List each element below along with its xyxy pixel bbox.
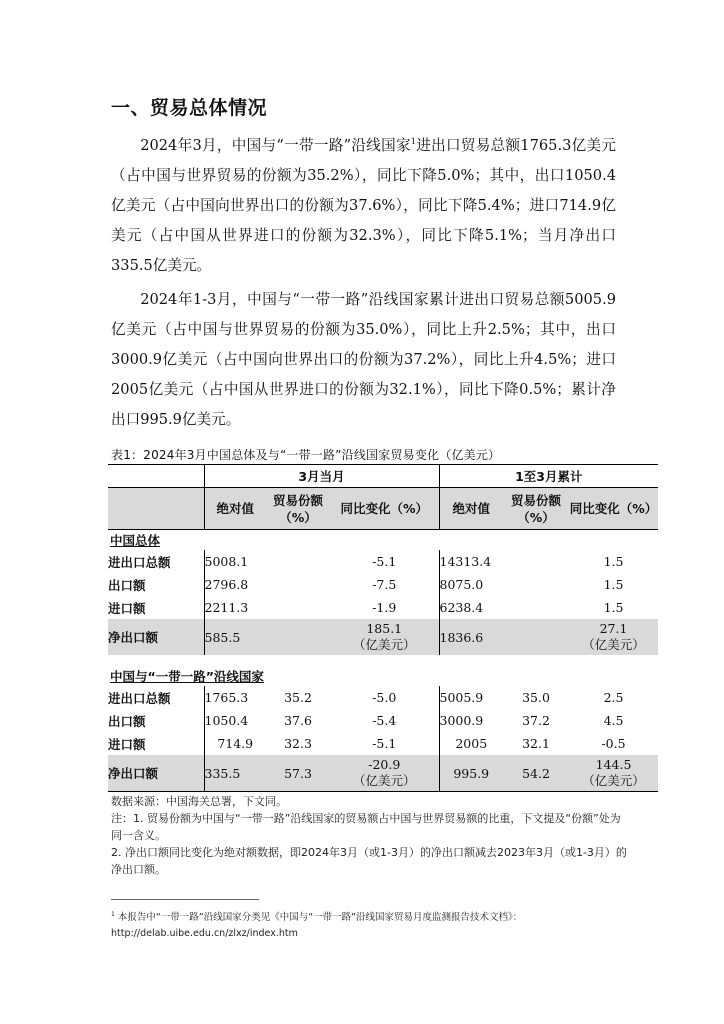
cell-q1-share: 54.2 (503, 755, 569, 792)
cell-march-share (266, 619, 330, 655)
row-label: 净出口额 (108, 755, 204, 792)
paragraph-march (111, 127, 616, 281)
row-label: 进出口总额 (108, 686, 204, 709)
header-march: 3月当月 (204, 465, 439, 488)
net-value: -20.9 (368, 757, 401, 772)
cell-march-abs: 1765.3 (204, 690, 249, 705)
table-row (108, 732, 658, 755)
table-row (108, 596, 658, 619)
group-label-bri: 中国与“一带一路”沿线国家 (110, 669, 264, 684)
net-value: 27.1 (599, 621, 628, 636)
cell-march-yoy: -5.1 (330, 550, 439, 573)
cell-q1-share: 32.1 (522, 736, 550, 751)
table-row-net (108, 755, 658, 792)
table-row (108, 709, 658, 732)
trade-table (108, 464, 658, 792)
paragraph-march-start: 2024年3月，中国与“一带一路”沿线国家 (140, 136, 411, 154)
cell-q1-abs: 8075.0 (439, 577, 484, 592)
data-source-note: 数据来源：中国海关总署，下文同。 (111, 795, 287, 808)
cell-march-yoy: -5.4 (330, 709, 439, 732)
net-unit: （亿美元） (582, 637, 645, 652)
cell-march-abs: 335.5 (204, 755, 266, 792)
cell-march-share: 32.3 (284, 736, 312, 751)
cell-q1-share: 35.0 (522, 690, 550, 705)
net-value: 185.1 (366, 621, 403, 636)
paragraph-march-rest: 进出口贸易总额1765.3亿美元（占中国与世界贸易的份额为35.2%），同比下降5.0%；其中，出口1050.4亿美元（占中国向世界出口的份额为37.6%），同比下降5.4%；进口714.9亿美元（占中国从世界进口的份额为32.3%），同比下降5.1%；当月净出口335.5亿美元。 (111, 136, 616, 274)
table-header-periods (108, 465, 658, 488)
header-q1-abs: 绝对值 (439, 488, 503, 530)
cell-march-share: 37.6 (284, 713, 312, 728)
cell-q1-yoy: 4.5 (603, 713, 624, 728)
cell-q1-abs: 3000.9 (439, 713, 484, 728)
cell-march-abs: 5008.1 (204, 554, 249, 569)
header-blank-2 (108, 488, 204, 530)
table-row-net (108, 619, 658, 655)
footnote (111, 907, 631, 942)
cell-march-yoy (330, 755, 439, 792)
group-label-china: 中国总体 (110, 533, 161, 548)
group-header-bri (108, 666, 658, 686)
table-row (108, 573, 658, 596)
cell-march-abs: 714.9 (217, 736, 254, 751)
cell-march-yoy: -5.0 (330, 686, 439, 709)
header-q1-yoy: 同比变化（%） (569, 488, 658, 530)
footnote-marker: 1 (111, 911, 115, 918)
note-2: 2. 净出口额同比变化为绝对额数据，即2024年3月（或1-3月）的净出口额减去2023年3月（或1-3月）的净出口额。 (111, 846, 627, 876)
header-march-share: 贸易份额（%） (266, 488, 330, 530)
footnote-ref[interactable]: 1 (410, 137, 416, 146)
footnote-text[interactable]: 本报告中“一带一路”沿线国家分类见《中国与“一带一路”沿线国家贸易月度监测报告技术文档》：http://delab.uibe.edu.cn/zlxz/index.htm (111, 912, 523, 940)
cell-march-yoy: -1.9 (330, 596, 439, 619)
cell-q1-abs: 995.9 (439, 755, 503, 792)
group-header-china (108, 530, 658, 551)
cell-march-share (266, 550, 330, 573)
footnote-divider (111, 899, 259, 900)
row-label: 出口额 (108, 709, 204, 732)
cell-q1-yoy: 2.5 (603, 690, 624, 705)
note-1: 注：1. 贸易份额为中国与“一带一路”沿线国家的贸易额占中国与世界贸易额的比重，下文提及“份额”处为同一含义。 (111, 812, 621, 842)
cell-q1-yoy: 1.5 (603, 577, 624, 592)
cell-march-yoy (330, 619, 439, 655)
cell-march-abs: 585.5 (204, 619, 266, 655)
cell-march-yoy: -5.1 (330, 732, 439, 755)
cell-q1-abs: 1836.6 (439, 619, 503, 655)
row-label: 进出口总额 (108, 550, 204, 573)
table-gap (108, 655, 658, 666)
row-label: 净出口额 (108, 619, 204, 655)
table-caption: 表1：2024年3月中国总体及与“一带一路”沿线国家贸易变化（亿美元） (111, 448, 501, 462)
cell-q1-abs: 14313.4 (439, 554, 492, 569)
cell-q1-share: 37.2 (522, 713, 550, 728)
header-blank (108, 465, 204, 488)
table-row (108, 550, 658, 573)
net-unit: （亿美元） (352, 773, 416, 788)
row-label: 出口额 (108, 573, 204, 596)
cell-q1-share (503, 550, 569, 573)
header-march-abs: 绝对值 (204, 488, 266, 530)
table-header-columns (108, 488, 658, 530)
header-march-yoy: 同比变化（%） (330, 488, 439, 530)
cell-q1-yoy: -0.5 (601, 736, 626, 751)
cell-q1-abs: 2005 (455, 736, 488, 751)
cell-march-share: 57.3 (266, 755, 330, 792)
cell-q1-abs: 5005.9 (439, 690, 484, 705)
row-label: 进口额 (108, 596, 204, 619)
net-unit: （亿美元） (352, 637, 416, 652)
cell-march-abs: 1050.4 (204, 713, 249, 728)
header-q1: 1至3月累计 (439, 465, 658, 488)
header-q1-share: 贸易份额（%） (503, 488, 569, 530)
cell-q1-yoy (569, 619, 658, 655)
cell-march-share: 35.2 (284, 690, 312, 705)
cell-q1-share (503, 619, 569, 655)
cell-q1-yoy (569, 755, 658, 792)
cell-march-abs: 2211.3 (204, 600, 249, 615)
net-unit: （亿美元） (582, 773, 645, 788)
cell-q1-share (503, 596, 569, 619)
cell-march-yoy: -7.5 (330, 573, 439, 596)
section-title: 一、贸易总体情况 (111, 97, 268, 119)
cell-q1-share (503, 573, 569, 596)
cell-q1-yoy: 1.5 (603, 600, 624, 615)
row-label: 进口额 (108, 732, 204, 755)
cell-march-share (266, 596, 330, 619)
cell-march-abs: 2796.8 (204, 577, 249, 592)
cell-q1-yoy: 1.5 (603, 554, 624, 569)
cell-q1-abs: 6238.4 (439, 600, 484, 615)
paragraph-q1: 2024年1-3月，中国与“一带一路”沿线国家累计进出口贸易总额5005.9亿美元（占中国与世界贸易的份额为35.0%），同比上升2.5%；其中，出口3000.9亿美元（占中国向世界出口的份额为37.2%），同比上升4.5%；进口2005亿美元（占中国从世界进口的份额为32.1%），同比下降0.5%；累计净出口995.9亿美元。 (111, 291, 616, 428)
cell-march-share (266, 573, 330, 596)
table-row (108, 686, 658, 709)
net-value: 144.5 (595, 757, 632, 772)
